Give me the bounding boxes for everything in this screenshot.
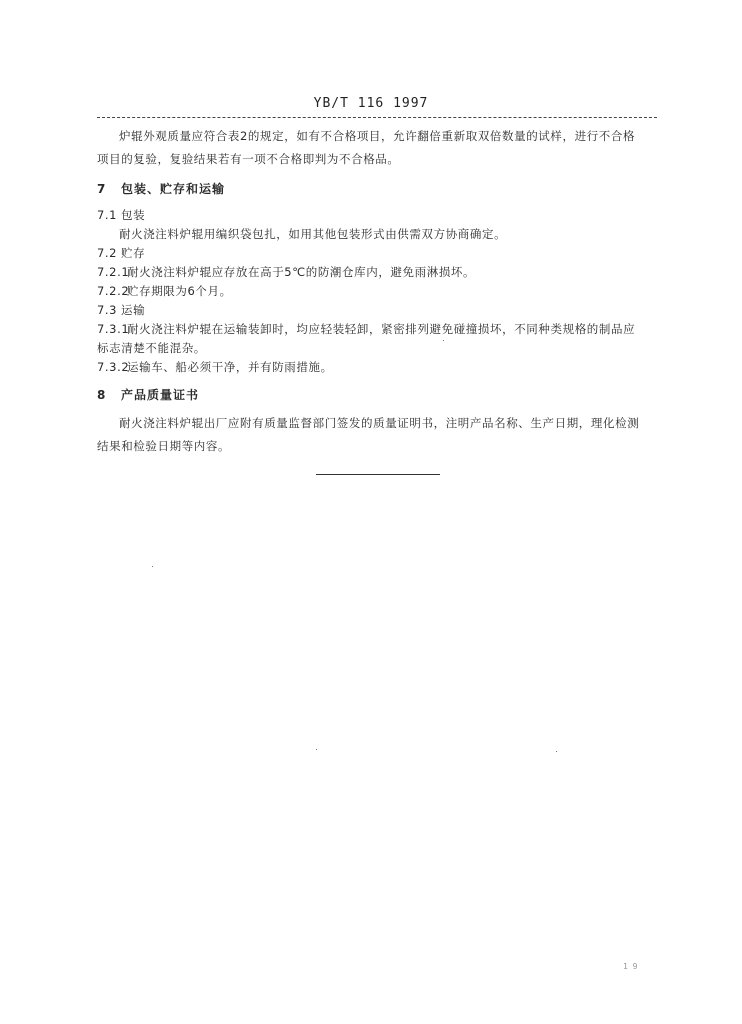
section-7-2-heading xyxy=(97,245,145,261)
section-8-line-2: 结果和检验日期等内容。 xyxy=(97,439,231,453)
section-7-number: 7 xyxy=(97,182,107,196)
section-7-2-1-text: 耐火浇注料炉辊应存放在高于5℃的防潮仓库内，避免雨淋损坏。 xyxy=(127,265,476,279)
end-of-text-rule xyxy=(316,474,440,475)
section-7-2-2-number: 7.2.2 xyxy=(97,284,130,298)
intro-line-1: 炉辊外观质量应符合表2的规定，如有不合格项目，允许翻倍重新取双倍数量的试样，进行不合格 xyxy=(119,129,636,143)
section-8-title: 产品质量证书 xyxy=(121,388,200,402)
scan-speck xyxy=(556,751,557,752)
section-7-heading xyxy=(97,180,225,197)
scan-speck xyxy=(443,340,444,341)
section-7-3-1 xyxy=(97,321,635,337)
section-7-2-2 xyxy=(97,283,232,299)
section-7-3-title: 运输 xyxy=(121,303,146,317)
section-7-3-number: 7.3 xyxy=(97,303,118,317)
section-8-line-1: 耐火浇注料炉辊出厂应附有质量监督部门签发的质量证明书，注明产品名称、生产日期，理化检测 xyxy=(119,416,640,430)
standard-code-header: YB/T 116 1997 xyxy=(313,96,429,111)
section-8-heading xyxy=(97,386,199,403)
section-7-2-number: 7.2 xyxy=(97,246,118,260)
section-7-3-1-number: 7.3.1 xyxy=(97,322,130,336)
page-number: 1 9 xyxy=(623,962,638,971)
section-7-3-1-text: 耐火浇注料炉辊在运输装卸时，均应轻装轻卸，紧密排列避免碰撞损坏，不同种类规格的制品应 xyxy=(127,322,636,336)
scan-speck xyxy=(152,566,153,567)
section-7-1-number: 7.1 xyxy=(97,208,118,222)
section-7-2-2-text: 贮存期限为6个月。 xyxy=(127,284,232,298)
header-rule xyxy=(97,117,657,118)
section-7-1-title: 包装 xyxy=(121,208,146,222)
intro-line-2: 项目的复验，复验结果若有一项不合格即判为不合格品。 xyxy=(97,152,400,166)
section-7-2-1-number: 7.2.1 xyxy=(97,265,130,279)
section-7-1-heading xyxy=(97,207,145,223)
section-7-3-2-text: 运输车、船必须干净，并有防雨措施。 xyxy=(127,360,333,374)
section-7-3-2-number: 7.3.2 xyxy=(97,360,130,374)
section-7-3-1-continued: 标志清楚不能混杂。 xyxy=(97,341,206,355)
section-8-number: 8 xyxy=(97,388,107,402)
section-7-1-text: 耐火浇注料炉辊用编织袋包扎，如用其他包装形式由供需双方协商确定。 xyxy=(119,227,507,241)
section-7-3-2 xyxy=(97,359,333,375)
section-7-title: 包装、贮存和运输 xyxy=(121,182,226,196)
section-7-2-1 xyxy=(97,264,475,280)
section-7-2-title: 贮存 xyxy=(121,246,146,260)
section-7-3-heading xyxy=(97,302,145,318)
scan-speck xyxy=(316,749,317,750)
